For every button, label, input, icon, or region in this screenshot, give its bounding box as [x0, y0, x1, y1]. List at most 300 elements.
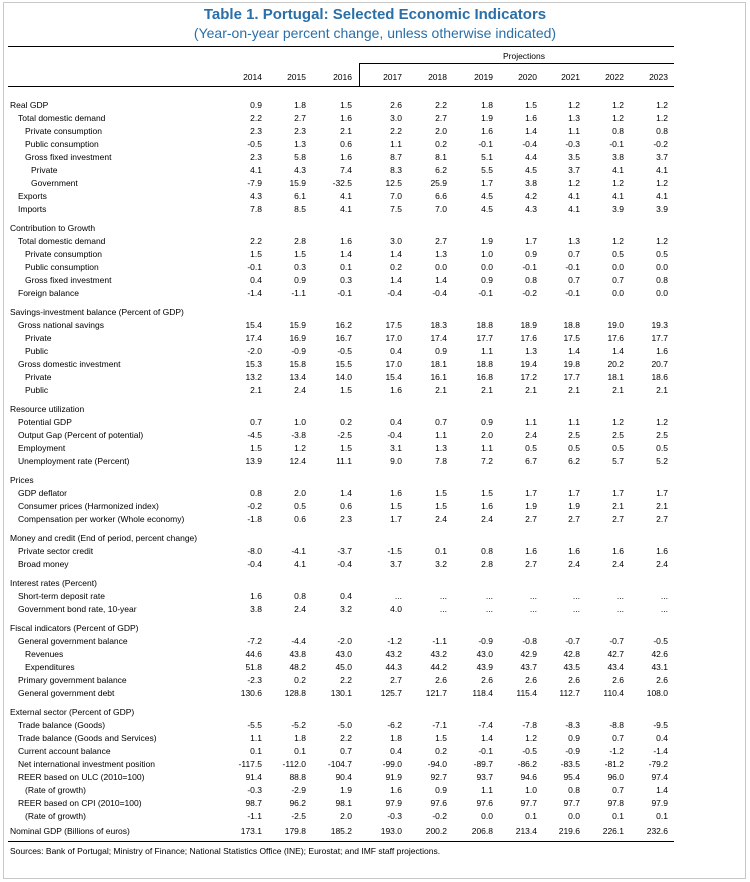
- cell-2017: 1.1: [390, 139, 402, 149]
- cell-2021: 97.7: [563, 798, 580, 808]
- cell-2015: -0.9: [291, 346, 306, 356]
- cell-2022: 0.7: [612, 785, 624, 795]
- cell-2014: 91.4: [245, 772, 262, 782]
- cell-2014: 130.6: [240, 688, 262, 698]
- cell-2014: 17.4: [245, 333, 262, 343]
- cell-2021: 19.8: [563, 359, 580, 369]
- cell-2017: 3.0: [390, 113, 402, 123]
- cell-2014: 3.8: [250, 604, 262, 614]
- cell-2023: 2.4: [656, 559, 668, 569]
- cell-2015: 5.8: [294, 152, 306, 162]
- cell-2022: 1.7: [612, 488, 624, 498]
- cell-2019: 1.1: [481, 346, 493, 356]
- table-row: [0, 771, 750, 783]
- cell-2016: 1.5: [340, 385, 352, 395]
- cell-2014: 1.6: [250, 591, 262, 601]
- cell-2018: 1.3: [435, 443, 447, 453]
- row-label: Government bond rate, 10-year: [18, 604, 137, 614]
- row-label: Total domestic demand: [18, 236, 106, 246]
- section-header: [0, 222, 750, 234]
- cell-2019: 97.6: [476, 798, 493, 808]
- cell-2022: 0.0: [612, 262, 624, 272]
- cell-2014: 13.9: [245, 456, 262, 466]
- year-2017: 2017: [383, 72, 402, 82]
- cell-2023: 1.6: [656, 346, 668, 356]
- cell-2016: 0.3: [340, 275, 352, 285]
- cell-2015: 15.9: [289, 178, 306, 188]
- row-label: Private consumption: [25, 126, 103, 136]
- cell-2015: 2.4: [294, 385, 306, 395]
- row-label: Real GDP: [10, 100, 49, 110]
- cell-2014: 15.3: [245, 359, 262, 369]
- cell-2023: 2.5: [656, 430, 668, 440]
- cell-2014: -7.9: [247, 178, 262, 188]
- row-label: Short-term deposit rate: [18, 591, 105, 601]
- header-rule: [8, 86, 674, 87]
- cell-2015: -2.5: [291, 811, 306, 821]
- cell-2014: 98.7: [245, 798, 262, 808]
- cell-2019: 2.1: [481, 385, 493, 395]
- cell-2020: 213.4: [515, 826, 537, 836]
- cell-2021: ...: [572, 591, 580, 601]
- cell-2022: 2.1: [612, 501, 624, 511]
- cell-2019: 1.0: [481, 249, 493, 259]
- table-row: [0, 125, 750, 137]
- cell-2016: 2.2: [340, 675, 352, 685]
- cell-2022: 20.2: [607, 359, 624, 369]
- row-label: Compensation per worker (Whole economy): [18, 514, 185, 524]
- table-row: [0, 319, 750, 331]
- cell-2016: 0.6: [340, 139, 352, 149]
- cell-2017: 43.2: [385, 649, 402, 659]
- cell-2019: 43.0: [476, 649, 493, 659]
- cell-2016: 14.0: [335, 372, 352, 382]
- row-label: Savings-investment balance (Percent of GDP): [10, 307, 184, 317]
- row-label: Gross national savings: [18, 320, 104, 330]
- cell-2019: 7.2: [481, 456, 493, 466]
- cell-2017: 17.5: [385, 320, 402, 330]
- row-label: Output Gap (Percent of potential): [18, 430, 144, 440]
- cell-2018: 0.0: [435, 262, 447, 272]
- table-row: [0, 719, 750, 731]
- cell-2016: -32.5: [332, 178, 352, 188]
- row-label: Money and credit (End of period, percent change): [10, 533, 198, 543]
- cell-2021: 219.6: [558, 826, 580, 836]
- cell-2020: 17.2: [520, 372, 537, 382]
- cell-2020: -0.2: [522, 288, 537, 298]
- cell-2015: 0.9: [294, 275, 306, 285]
- cell-2014: -5.5: [247, 720, 262, 730]
- cell-2016: 4.1: [340, 204, 352, 214]
- cell-2019: 17.7: [476, 333, 493, 343]
- cell-2019: -0.1: [478, 139, 493, 149]
- cell-2018: 18.3: [430, 320, 447, 330]
- cell-2017: 91.9: [385, 772, 402, 782]
- cell-2014: 0.9: [250, 100, 262, 110]
- cell-2023: 0.8: [656, 126, 668, 136]
- row-label: Nominal GDP (Billions of euros): [10, 826, 130, 836]
- cell-2019: 0.9: [481, 275, 493, 285]
- row-label: Trade balance (Goods and Services): [18, 733, 157, 743]
- cell-2018: 121.7: [425, 688, 447, 698]
- cell-2015: 48.2: [289, 662, 306, 672]
- cell-2021: -0.1: [565, 262, 580, 272]
- table-row: [0, 687, 750, 699]
- cell-2015: 6.1: [294, 191, 306, 201]
- cell-2021: 0.8: [568, 785, 580, 795]
- cell-2017: 2.7: [390, 675, 402, 685]
- row-label: Total domestic demand: [18, 113, 106, 123]
- cell-2015: 128.8: [284, 688, 306, 698]
- cell-2016: 45.0: [335, 662, 352, 672]
- cell-2017: 12.5: [385, 178, 402, 188]
- table-row: [0, 358, 750, 370]
- table-row: [0, 825, 750, 837]
- table-row: [0, 558, 750, 570]
- cell-2022: 1.2: [612, 236, 624, 246]
- cell-2019: ...: [485, 591, 493, 601]
- cell-2017: -1.5: [387, 546, 402, 556]
- cell-2023: 0.1: [656, 811, 668, 821]
- cell-2016: 1.6: [340, 236, 352, 246]
- table-row: [0, 151, 750, 163]
- cell-2015: 1.8: [294, 733, 306, 743]
- cell-2022: 0.0: [612, 288, 624, 298]
- cell-2018: 97.6: [430, 798, 447, 808]
- table-row: [0, 99, 750, 111]
- cell-2023: 0.0: [656, 288, 668, 298]
- cell-2021: 18.8: [563, 320, 580, 330]
- cell-2016: 2.1: [340, 126, 352, 136]
- row-label: Employment: [18, 443, 66, 453]
- cell-2020: 1.2: [525, 733, 537, 743]
- cell-2018: -0.4: [432, 288, 447, 298]
- cell-2020: 4.4: [525, 152, 537, 162]
- cell-2014: -0.3: [247, 785, 262, 795]
- cell-2021: 17.5: [563, 333, 580, 343]
- cell-2023: 1.2: [656, 100, 668, 110]
- cell-2018: 1.5: [435, 733, 447, 743]
- cell-2019: 1.6: [481, 501, 493, 511]
- cell-2014: -1.1: [247, 811, 262, 821]
- cell-2019: 18.8: [476, 320, 493, 330]
- cell-2016: 0.1: [340, 262, 352, 272]
- cell-2022: 43.4: [607, 662, 624, 672]
- cell-2014: -2.0: [247, 346, 262, 356]
- table-row: [0, 371, 750, 383]
- cell-2021: -8.3: [565, 720, 580, 730]
- cell-2020: -0.1: [522, 262, 537, 272]
- cell-2022: 0.5: [612, 249, 624, 259]
- table-row: [0, 164, 750, 176]
- cell-2017: 3.7: [390, 559, 402, 569]
- cell-2020: 6.7: [525, 456, 537, 466]
- cell-2015: 43.8: [289, 649, 306, 659]
- cell-2023: 0.5: [656, 443, 668, 453]
- table-row: [0, 487, 750, 499]
- cell-2015: 88.8: [289, 772, 306, 782]
- cell-2018: 0.2: [435, 746, 447, 756]
- cell-2022: 0.5: [612, 443, 624, 453]
- cell-2022: 96.0: [607, 772, 624, 782]
- row-label: Exports: [18, 191, 47, 201]
- cell-2018: -94.0: [427, 759, 447, 769]
- cell-2021: 1.3: [568, 236, 580, 246]
- cell-2022: -81.2: [604, 759, 624, 769]
- table-row: [0, 274, 750, 286]
- cell-2018: 2.0: [435, 126, 447, 136]
- cell-2022: 1.2: [612, 178, 624, 188]
- cell-2016: 4.1: [340, 191, 352, 201]
- cell-2019: 1.8: [481, 100, 493, 110]
- cell-2019: 2.6: [481, 675, 493, 685]
- cell-2015: 1.3: [294, 139, 306, 149]
- cell-2018: 25.9: [430, 178, 447, 188]
- cell-2014: 13.2: [245, 372, 262, 382]
- cell-2020: 4.5: [525, 165, 537, 175]
- cell-2021: 1.7: [568, 488, 580, 498]
- cell-2017: -0.4: [387, 430, 402, 440]
- cell-2015: 1.8: [294, 100, 306, 110]
- cell-2015: 15.9: [289, 320, 306, 330]
- cell-2023: 5.2: [656, 456, 668, 466]
- cell-2018: ...: [439, 604, 447, 614]
- cell-2018: 0.7: [435, 417, 447, 427]
- cell-2022: 19.0: [607, 320, 624, 330]
- table-row: [0, 545, 750, 557]
- cell-2019: 118.4: [472, 688, 493, 698]
- cell-2018: -7.1: [432, 720, 447, 730]
- cell-2021: 0.9: [568, 733, 580, 743]
- cell-2014: 0.8: [250, 488, 262, 498]
- cell-2017: -99.0: [382, 759, 402, 769]
- cell-2017: 1.5: [390, 501, 402, 511]
- cell-2020: 0.9: [525, 249, 537, 259]
- table-row: [0, 455, 750, 467]
- cell-2016: 0.4: [340, 591, 352, 601]
- cell-2023: 1.2: [656, 417, 668, 427]
- cell-2018: 1.5: [435, 488, 447, 498]
- cell-2018: 2.1: [435, 385, 447, 395]
- cell-2018: 16.1: [430, 372, 447, 382]
- cell-2019: 1.7: [481, 178, 493, 188]
- cell-2022: 97.8: [607, 798, 624, 808]
- cell-2022: 0.8: [612, 126, 624, 136]
- cell-2022: 5.7: [612, 456, 624, 466]
- cell-2017: 1.6: [390, 385, 402, 395]
- cell-2015: 0.3: [294, 262, 306, 272]
- cell-2015: 2.7: [294, 113, 306, 123]
- cell-2017: 3.1: [390, 443, 402, 453]
- cell-2017: 2.2: [390, 126, 402, 136]
- cell-2023: 2.7: [656, 514, 668, 524]
- cell-2015: 0.8: [294, 591, 306, 601]
- cell-2021: 2.5: [568, 430, 580, 440]
- table-row: [0, 513, 750, 525]
- cell-2018: ...: [439, 591, 447, 601]
- cell-2016: 98.1: [335, 798, 352, 808]
- cell-2019: 1.1: [481, 785, 493, 795]
- cell-2018: -1.1: [432, 636, 447, 646]
- cell-2020: 19.4: [520, 359, 537, 369]
- cell-2016: 16.2: [335, 320, 352, 330]
- row-label: Contribution to Growth: [10, 223, 96, 233]
- cell-2014: 1.5: [250, 249, 262, 259]
- cell-2017: 17.0: [385, 333, 402, 343]
- cell-2014: -7.2: [247, 636, 262, 646]
- cell-2021: 17.7: [563, 372, 580, 382]
- row-label: Public consumption: [25, 262, 99, 272]
- cell-2023: 108.0: [646, 688, 668, 698]
- cell-2018: 44.2: [430, 662, 447, 672]
- cell-2016: 1.4: [340, 249, 352, 259]
- row-label: Consumer prices (Harmonized index): [18, 501, 159, 511]
- cell-2014: -2.3: [247, 675, 262, 685]
- cell-2018: 1.5: [435, 501, 447, 511]
- cell-2023: 0.5: [656, 249, 668, 259]
- cell-2017: 193.0: [380, 826, 402, 836]
- cell-2017: -1.2: [387, 636, 402, 646]
- section-header: [0, 403, 750, 415]
- cell-2016: 1.5: [340, 100, 352, 110]
- cell-2015: 2.8: [294, 236, 306, 246]
- row-label: Private consumption: [25, 249, 103, 259]
- cell-2015: 2.4: [294, 604, 306, 614]
- cell-2014: 2.1: [250, 385, 262, 395]
- cell-2023: 0.8: [656, 275, 668, 285]
- cell-2016: -5.0: [337, 720, 352, 730]
- cell-2016: 11.1: [336, 456, 352, 466]
- sources-note: Sources: Bank of Portugal; Ministry of Finance; National Statistics Office (INE); Eurostat; and IMF staff projections.: [10, 846, 441, 856]
- cell-2020: 1.6: [525, 113, 537, 123]
- cell-2017: 97.9: [385, 798, 402, 808]
- cell-2020: 18.9: [520, 320, 537, 330]
- cell-2015: 1.2: [294, 443, 306, 453]
- cell-2014: -0.5: [247, 139, 262, 149]
- cell-2019: 5.1: [481, 152, 493, 162]
- cell-2020: 1.6: [525, 546, 537, 556]
- row-label: Imports: [18, 204, 47, 214]
- cell-2022: 2.7: [612, 514, 624, 524]
- cell-2018: 6.2: [435, 165, 447, 175]
- cell-2021: 3.7: [568, 165, 580, 175]
- cell-2020: 115.4: [516, 688, 537, 698]
- cell-2023: 43.1: [651, 662, 668, 672]
- cell-2017: 1.4: [390, 249, 402, 259]
- cell-2022: 0.7: [612, 275, 624, 285]
- cell-2019: 1.9: [481, 113, 493, 123]
- cell-2018: 0.9: [435, 785, 447, 795]
- cell-2015: 4.1: [294, 559, 306, 569]
- row-label: Expenditures: [25, 662, 75, 672]
- table-row: [0, 797, 750, 809]
- year-2019: 2019: [474, 72, 493, 82]
- cell-2021: 0.7: [568, 275, 580, 285]
- year-2023: 2023: [649, 72, 668, 82]
- cell-2020: -86.2: [517, 759, 537, 769]
- cell-2021: -0.7: [565, 636, 580, 646]
- cell-2022: 1.6: [612, 546, 624, 556]
- cell-2020: 0.5: [525, 443, 537, 453]
- row-label: Broad money: [18, 559, 69, 569]
- cell-2016: 2.3: [340, 514, 352, 524]
- cell-2017: -6.2: [387, 720, 402, 730]
- cell-2014: 51.8: [245, 662, 262, 672]
- table-row: [0, 442, 750, 454]
- cell-2021: 2.4: [568, 559, 580, 569]
- cell-2017: -0.4: [387, 288, 402, 298]
- section-header: [0, 306, 750, 318]
- cell-2020: ...: [529, 591, 537, 601]
- cell-2023: 0.0: [656, 262, 668, 272]
- cell-2019: 0.0: [481, 262, 493, 272]
- cell-2015: -5.2: [291, 720, 306, 730]
- cell-2021: 0.0: [568, 811, 580, 821]
- cell-2020: -7.8: [522, 720, 537, 730]
- cell-2018: 2.4: [435, 514, 447, 524]
- table-row: [0, 648, 750, 660]
- cell-2017: 0.4: [390, 746, 402, 756]
- cell-2016: 2.0: [340, 811, 352, 821]
- cell-2019: 4.5: [481, 204, 493, 214]
- cell-2014: -117.5: [238, 759, 262, 769]
- cell-2022: 1.2: [612, 113, 624, 123]
- cell-2021: 43.5: [563, 662, 580, 672]
- cell-2014: 2.2: [250, 113, 262, 123]
- cell-2020: 2.7: [525, 514, 537, 524]
- cell-2019: -7.4: [478, 720, 493, 730]
- cell-2014: 2.3: [250, 126, 262, 136]
- row-label: Primary government balance: [18, 675, 127, 685]
- table-row: [0, 235, 750, 247]
- cell-2019: 18.8: [476, 359, 493, 369]
- top-rule: [8, 46, 674, 47]
- cell-2022: 2.6: [612, 675, 624, 685]
- cell-2022: 0.1: [612, 811, 624, 821]
- row-label: Interest rates (Percent): [10, 578, 97, 588]
- cell-2018: 2.7: [435, 236, 447, 246]
- bottom-rule: [8, 841, 674, 842]
- cell-2017: 44.3: [385, 662, 402, 672]
- table-title: Table 1. Portugal: Selected Economic Indicators: [203, 6, 547, 23]
- table-row: [0, 138, 750, 150]
- cell-2020: 2.4: [525, 430, 537, 440]
- row-label: Public consumption: [25, 139, 99, 149]
- cell-2020: 43.7: [520, 662, 537, 672]
- cell-2016: 7.4: [340, 165, 352, 175]
- cell-2022: 4.1: [612, 191, 624, 201]
- cell-2021: 1.1: [568, 126, 580, 136]
- cell-2014: -0.1: [247, 262, 262, 272]
- row-label: Trade balance (Goods): [18, 720, 106, 730]
- cell-2017: 7.0: [390, 191, 402, 201]
- cell-2017: 8.7: [390, 152, 402, 162]
- cell-2015: 16.9: [289, 333, 306, 343]
- cell-2023: 2.6: [656, 675, 668, 685]
- cell-2023: 232.6: [646, 826, 668, 836]
- cell-2021: 0.5: [568, 443, 580, 453]
- cell-2021: ...: [572, 604, 580, 614]
- year-2014: 2014: [243, 72, 262, 82]
- cell-2014: 173.1: [240, 826, 262, 836]
- cell-2018: 200.2: [425, 826, 447, 836]
- row-label: Private: [25, 333, 52, 343]
- cell-2022: ...: [616, 591, 624, 601]
- row-label: Gross domestic investment: [18, 359, 121, 369]
- table-row: [0, 177, 750, 189]
- year-2018: 2018: [428, 72, 447, 82]
- cell-2020: -0.8: [522, 636, 537, 646]
